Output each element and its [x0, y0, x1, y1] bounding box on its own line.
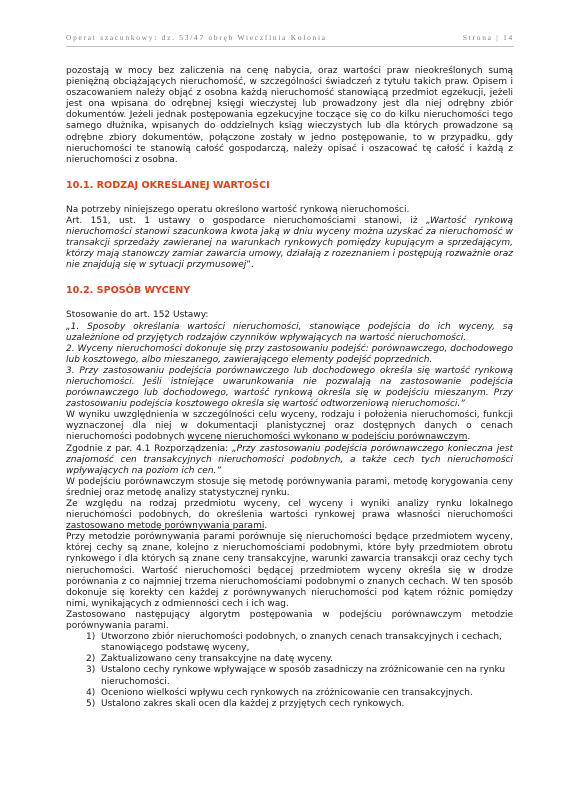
section-heading-10-2: 10.2. SPOSÓB WYCENY	[66, 285, 191, 297]
method-choice-end: .	[264, 521, 268, 532]
paragraph-approach	[66, 410, 513, 443]
paragraph-regulation	[66, 444, 513, 477]
method-choice-text: Ze względu na rodzaj przedmiotu wyceny, cel wyceny i wyniki analizy rynku lokalnego nieruchomości podobnych, do określenia wartości rynkowej prawa własności nieruchomości	[66, 499, 513, 521]
list-item-text: Zaktualizowano ceny transakcyjne na datę wyceny.	[101, 654, 333, 665]
paragraph-algorithm: Zastosowano następujący algorytm postępowania w podejściu porównawczym metodzie porównywania parami.	[66, 609, 513, 632]
list-item	[86, 688, 513, 699]
page-number: Strona | 14	[462, 33, 514, 42]
list-item-text: Utworzono zbiór nieruchomości podobnych, o znanych cenach transakcyjnych i cechach, stanowiącego podstawę wyceny,	[101, 632, 502, 654]
approach-end: .	[467, 432, 471, 443]
list-item-number: 1)	[86, 632, 96, 643]
list-item	[86, 632, 513, 654]
paragraph-art-152: Stosowanie do art. 152 Ustawy:	[66, 310, 209, 321]
list-item-text: Oceniono wielkości wpływu cech rynkowych na zróżnicowanie cen transakcyjnych.	[101, 687, 473, 698]
intro-paragraph: pozostają w mocy bez zaliczenia na cenę nabycia, oraz wartości praw nieokreślonych sumą pieniężną obciążających nieruchomość, w szczególności świadczeń z tytułu takich praw. Opisem i oszacowaniem należy objąć z osobna każdą nieruchomość stanowiącą przedmiot egzekucji, jeżeli jest ona wpisana do odrębnej księgi wieczystej lub prowadzony jest dla niej odrębny zbiór dokumentów. Jeżeli jednak postępowania egzekucyjne toczące się co do kilku nieruchomości tego samego dłużnika, wpisanych do oddzielnych ksiąg wieczystych lub dla których prowadzone są odrębne zbiory dokumentów, połączone zostały w jedno postępowanie, to w przypadku, gdy nieruchomości te stanowią całość gospodarczą, należy opisać i oszacować tę całość i każdą z nieruchomości z osobna.	[66, 66, 513, 165]
approach-underlined: wycenę nieruchomości wykonano w podejściu porównawczym	[187, 432, 468, 443]
list-item-text: Ustalono cechy rynkowe wpływające w sposób zasadniczy na zróżnicowanie cen na rynku nieruchomości.	[101, 665, 506, 687]
list-item-text: Ustalono zakres skali ocen dla każdej z przyjętych cech rynkowych.	[101, 698, 405, 709]
algorithm-steps	[66, 632, 513, 710]
list-item-number: 5)	[86, 698, 96, 709]
quote-point-2: 2. Wyceny nieruchomości dokonuje się przy zastosowaniu podejść: porównawczego, dochodowego lub kosztowego, albo mieszanego, zawierającego elementy podejść poprzednich.	[66, 343, 513, 365]
section-heading-10-1: 10.1. RODZAJ OKREŚLANEJ WARTOŚCI	[66, 179, 270, 191]
list-item-number: 4)	[86, 687, 96, 698]
paragraph-market-value: Na potrzeby niniejszego operatu określono wartość rynkową nieruchomości.	[66, 204, 410, 215]
list-item	[86, 699, 513, 710]
paragraph-pairs-method: Przy metodzie porównywania parami porównuje się nieruchomości będące przedmiotem wyceny, której cechy są znane, kolejno z nieruchomościami podobnymi, które były przedmiotem obrotu rynkowego i dla których są znane ceny transakcyjne, warunki zawarcia transakcji oraz cechy tych nieruchomości. Wartość nieruchomości będącej przedmiotem wyceny określa się w drodze porównania z co najmniej trzema nieruchomościami podobnymi o znanych cechach. W ten sposób dokonuje się korekty cen każdej z porównywanych nieruchomości pod kątem różnic pomiędzy nimi, wynikających z odmienności cech i ich wag.	[66, 532, 513, 609]
approach-text: W wyniku uwzględnienia w szczególności celu wyceny, rodzaju i położenia nieruchomości, funkcji wyznaczonej dla niej w dokumentacji planistycznej oraz dostępnych danych o cenach nieruchomości podobnych	[66, 410, 513, 443]
list-item-number: 2)	[86, 654, 96, 665]
quote-point-3: 3. Przy zastosowaniu podejścia porównawczego lub dochodowego określa się wartość rynkową nieruchomości. Jeśli istniejące uwarunkowania nie pozwalają na zastosowanie podejścia porównawczego lub dochodowego, wartość rynkową określa się w podejściu mieszanym. Przy zastosowaniu podejścia kosztowego określa się wartość odtworzeniową nieruchomości.”	[66, 365, 513, 410]
paragraph-art-151	[66, 216, 513, 271]
running-header	[66, 33, 514, 42]
page-content	[66, 66, 513, 710]
paragraph-method-choice	[66, 499, 513, 532]
header-title: Operat szacunkowy: dz. 53/47 obręb Wieczflnia Kolonia	[66, 33, 327, 42]
regulation-intro: Zgodnie z par. 4.1 Rozporządzenia:	[66, 443, 232, 454]
list-item	[86, 654, 513, 665]
paragraph-methods: W podejściu porównawczym stosuje się metodę porównywania parami, metodę korygowania ceny średniej oraz metodę analizy statystycznej rynku.	[66, 476, 513, 498]
list-item-number: 3)	[86, 665, 96, 676]
regulation-quote: „Przy zastosowaniu podejścia porównawczego konieczna jest znajomość cen transakcyjnych nieruchomości podobnych, a także cech tych nieruchomości wpływających na poziom ich cen.”	[66, 443, 513, 476]
quote-point-1: „1. Sposoby określania wartości nieruchomości, stanowiące podejścia do ich wyceny, są uzależnione od przyjętych rodzajów czynników wpływających na wartość nieruchomości.	[66, 321, 513, 343]
method-choice-underlined: zastosowano metodę porównywania parami	[66, 521, 265, 532]
art-151-end: ”.	[246, 260, 254, 271]
art-151-quote: „Wartość rynkową nieruchomości stanowi szacunkowa kwota jaką w dniu wyceny można uzyskać za nieruchomość w transakcji sprzedaży zawieranej na warunkach rynkowych pomiędzy kupującym a sprzedającym, którzy mają stanowczy zamiar zawarcia umowy, działają z rozeznaniem i postępują rozważnie oraz nie znajdują się w sytuacji przymusowej	[66, 215, 513, 271]
art-151-intro: Art. 151, ust. 1 ustawy o gospodarce nieruchomościami stanowi, iż	[66, 215, 426, 226]
header-divider	[66, 46, 514, 47]
list-item	[86, 665, 513, 687]
